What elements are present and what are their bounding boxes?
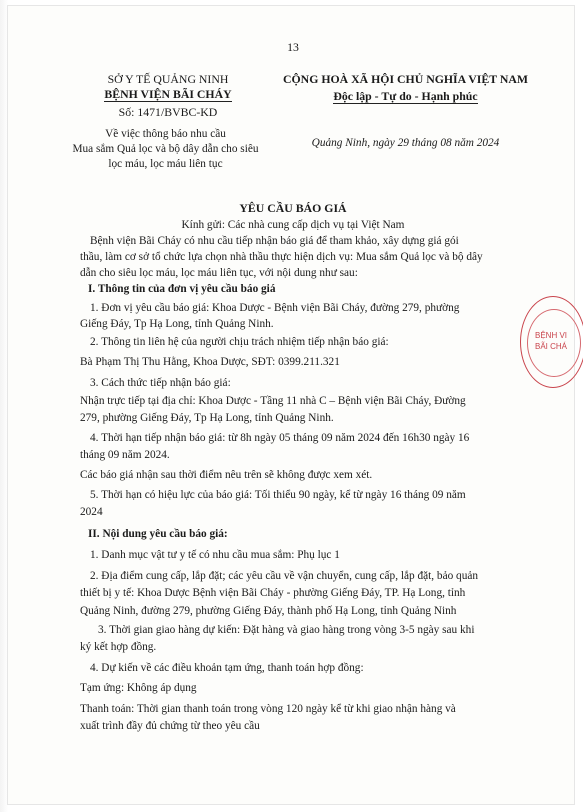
section-1-item-4-note: Các báo giá nhận sau thời điểm nêu trên sẽ không được xem xét. [80,469,373,481]
document-date: Quảng Ninh, ngày 29 tháng 08 năm 2024 [311,137,500,149]
subject-line-3: lọc máu, lọc máu liên tục [108,158,223,170]
document-page [8,6,574,804]
intro-line-2: thầu, làm cơ sở tổ chức lựa chọn nhà thầu thực hiện dịch vụ: Mua sắm Quả lọc và bộ dây [80,251,483,263]
page-binding-edge [0,0,8,812]
subject-line-2: Mua sắm Quả lọc và bộ dây dẫn cho siêu [72,143,259,155]
section-2-item-3-line-1: 3. Thời gian giao hàng dự kiến: Đặt hàng và giao hàng trong vòng 3-5 ngày sau khi [98,624,475,636]
nation-title: CỘNG HOÀ XÃ HỘI CHỦ NGHĨA VIỆT NAM [282,72,529,86]
greeting: Kính gửi: Các nhà cung cấp dịch vụ tại Việt Nam [181,219,405,231]
section-2-payment-line-1: Thanh toán: Thời gian thanh toán trong vòng 120 ngày kể từ khi giao nhận hàng và [80,703,456,715]
section-1-item-1-line-2: Giếng Đáy, Tp Hạ Long, tỉnh Quảng Ninh. [80,318,274,330]
section-1-item-3-line-1: Nhận trực tiếp tại địa chỉ: Khoa Dược - Tầng 11 nhà C – Bệnh viện Bãi Cháy, Đường [80,395,466,407]
stamp-text-line-2: BÃI CHÁ [535,342,568,351]
national-motto: Độc lập - Tự do - Hạnh phúc [333,89,478,103]
department-name: SỞ Y TẾ QUẢNG NINH [107,72,229,86]
section-2-item-2-line-3: Quảng Ninh, đường 279, phường Giếng Đáy, thành phố Hạ Long, tỉnh Quảng Ninh [80,605,457,617]
section-2-item-3-line-2: ký kết hợp đồng. [80,641,157,653]
intro-line-3: dẫn cho siêu lọc máu, lọc máu liên tục, với nội dung như sau: [80,267,358,279]
stamp-text-line-1: BỆNH VI [535,331,568,340]
section-1-item-4-line-2: tháng 09 năm 2024. [80,449,170,461]
section-2-item-2-line-1: 2. Địa điểm cung cấp, lắp đặt; các yêu cầu về vận chuyển, cung cấp, lắp đặt, bảo quản [90,570,479,582]
section-1-contact: Bà Phạm Thị Thu Hằng, Khoa Dược, SĐT: 0399.211.321 [80,356,340,368]
hospital-name: BỆNH VIỆN BÃI CHÁY [104,87,232,101]
section-2-payment-line-2: xuất trình đầy đủ chứng từ theo yêu cầu [80,720,260,732]
section-1-item-1-line-1: 1. Đơn vị yêu cầu báo giá: Khoa Dược - Bệnh viện Bãi Cháy, đường 279, phường [90,302,460,314]
section-1-item-4-line-1: 4. Thời hạn tiếp nhận báo giá: từ 8h ngày 05 tháng 09 năm 2024 đến 16h30 ngày 16 [90,432,470,444]
section-1-item-2: 2. Thông tin liên hệ của người chịu trách nhiệm tiếp nhận báo giá: [90,336,389,348]
section-2-item-2-line-2: thiết bị y tế: Khoa Dược Bệnh viện Bãi Cháy - phường Giếng Đáy, TP. Hạ Long, tỉnh [80,587,466,599]
section-2-advance: Tạm ứng: Không áp dụng [80,682,197,694]
hospital-stamp [520,296,583,388]
section-2-heading: II. Nội dung yêu cầu báo giá: [88,528,228,540]
page-number: 13 [287,40,299,54]
section-1-heading: I. Thông tin của đơn vị yêu cầu báo giá [88,283,276,295]
document-number: Số: 1471/BVBC-KD [118,105,218,119]
section-1-item-3-line-2: 279, phường Giếng Đáy, Tp Hạ Long, tỉnh Quảng Ninh. [80,412,334,424]
document-title: YÊU CẦU BÁO GIÁ [239,201,347,215]
intro-line-1: Bệnh viện Bãi Cháy có nhu cầu tiếp nhận báo giá để tham khảo, xây dựng giá gói [90,235,459,247]
subject-line-1: Về việc thông báo nhu cầu [105,128,226,140]
section-2-item-4: 4. Dự kiến về các điều khoản tạm ứng, thanh toán hợp đồng: [90,662,364,674]
section-1-item-5-line-2: 2024 [80,506,103,518]
section-1-item-3: 3. Cách thức tiếp nhận báo giá: [90,377,231,389]
section-1-item-5-line-1: 5. Thời hạn có hiệu lực của báo giá: Tối thiểu 90 ngày, kể từ ngày 16 tháng 09 năm [90,489,466,501]
section-2-item-1: 1. Danh mục vật tư y tế có nhu cầu mua sắm: Phụ lục 1 [90,549,340,561]
